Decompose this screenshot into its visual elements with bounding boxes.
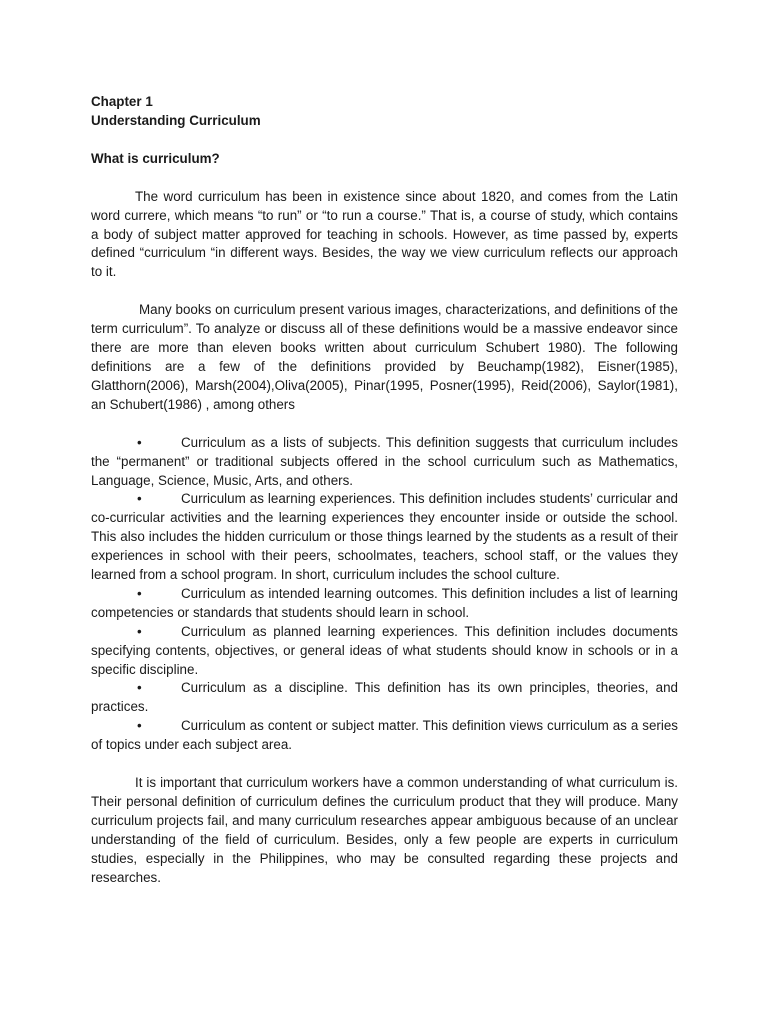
definition-text: Curriculum as content or subject matter. This definition views curriculum as a series of topics under each subject area.	[91, 718, 678, 753]
definition-text: Curriculum as planned learning experiences. This definition includes documents specifying contents, objectives, or general ideas of what students should know in schools or in a specific discipline.	[91, 623, 678, 677]
list-item	[91, 490, 678, 585]
paragraph-intro: The word curriculum has been in existence since about 1820, and comes from the Latin word currere, which means “to run” or “to run a course.” That is, a course of study, which contains a body of subject matter approved for teaching in schools. However, as time passed by, experts defined “curriculum “in different ways. Besides, the way we view curriculum reflects our approach to it.	[91, 188, 678, 280]
list-item	[91, 585, 678, 623]
bullet-icon: •	[137, 434, 142, 450]
bullet-icon: •	[137, 718, 142, 734]
bullet-icon: •	[137, 491, 142, 507]
chapter-number: Chapter 1	[91, 94, 153, 109]
document-page	[91, 93, 678, 888]
paragraph-definitions-overview: Many books on curriculum present various images, characterizations, and definitions of the term curriculum”. To analyze or discuss all of these definitions would be a massive endeavor since there are more than eleven books written about curriculum Schubert 1980). The following definitions are a few of the definitions provided by Beuchamp(1982), Eisner(1985), Glatthorn(2006), Marsh(2004),Oliva(2005), Pinar(1995, Posner(1995), Reid(2006), Saylor(1981), an Schubert(1986) , among others	[91, 302, 678, 412]
definition-text: Curriculum as learning experiences. This definition includes students’ curricular and co-curricular activities and the learning experiences they encounter inside or outside the school. This also includes the hidden curriculum or those things learned by the students as a result of their experiences in school with their peers, schoolmates, teachers, school staff, or the values they learned from a school program. In short, curriculum includes the school culture.	[91, 491, 678, 583]
section-heading: What is curriculum?	[91, 150, 220, 166]
list-item	[91, 623, 678, 680]
chapter-title: Understanding Curriculum	[91, 112, 261, 128]
bullet-icon: •	[137, 623, 142, 639]
paragraph-conclusion: It is important that curriculum workers have a common understanding of what curriculum is. Their personal definition of curriculum defines the curriculum product that they will produce. Many curriculum projects fail, and many curriculum researches appear ambiguous because of an unclear understanding of the field of curriculum. Besides, only a few people are experts in curriculum studies, especially in the Philippines, who may be consulted regarding these projects and researches.	[91, 775, 678, 885]
spacer	[91, 415, 678, 434]
list-item	[91, 679, 678, 717]
list-item	[91, 434, 678, 491]
bullet-icon: •	[137, 585, 142, 601]
definition-text: Curriculum as a discipline. This definition has its own principles, theories, and practices.	[91, 680, 678, 715]
spacer	[91, 755, 678, 774]
spacer	[91, 282, 678, 301]
list-item	[91, 717, 678, 755]
definition-text: Curriculum as a lists of subjects. This definition suggests that curriculum includes the “permanent” or traditional subjects offered in the school curriculum such as Mathematics, Language, Science, Music, Arts, and others.	[91, 434, 678, 488]
spacer	[91, 169, 678, 188]
definitions-list	[91, 434, 678, 755]
definition-text: Curriculum as intended learning outcomes. This definition includes a list of learning competencies or standards that students should learn in school.	[91, 585, 678, 620]
bullet-icon: •	[137, 680, 142, 696]
